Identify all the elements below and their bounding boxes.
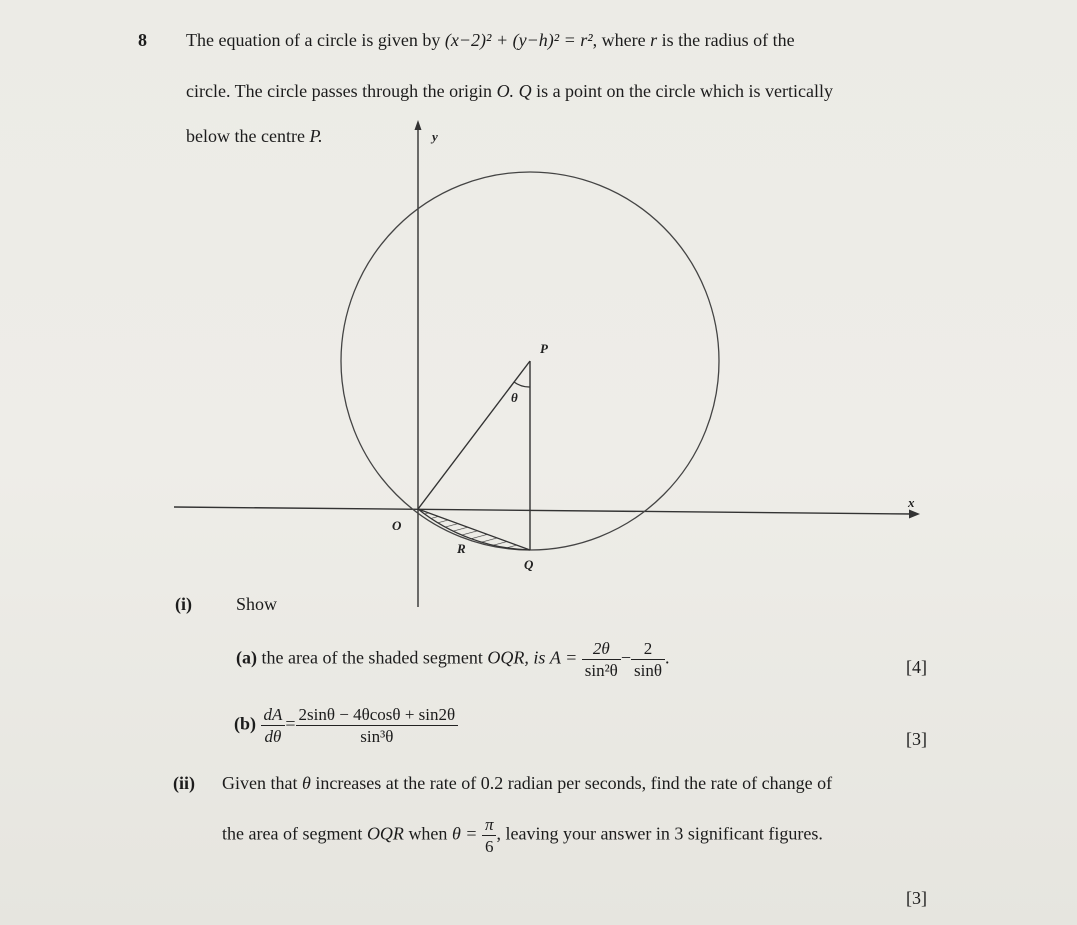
part-ii-text-c: the area of segment bbox=[222, 823, 363, 844]
pi-over-six-den: 6 bbox=[484, 837, 494, 856]
part-ii-line-2 bbox=[222, 816, 823, 855]
pi-over-six bbox=[482, 816, 497, 855]
intro-text-a: The equation of a circle is given by bbox=[186, 30, 441, 50]
point-r-label: R bbox=[457, 541, 466, 556]
y-axis-label: y bbox=[432, 129, 438, 144]
part-b-label: (b) bbox=[234, 713, 256, 734]
derivative-rhs bbox=[296, 706, 459, 745]
radius-OP bbox=[418, 361, 530, 509]
question-number: 8 bbox=[138, 30, 147, 50]
derivative-rhs-num: 2sinθ − 4θcosθ + sin2θ bbox=[296, 706, 459, 726]
area-fraction-2-num: 2 bbox=[631, 640, 665, 660]
x-axis bbox=[174, 507, 914, 514]
x-axis-label: x bbox=[908, 495, 915, 510]
area-fraction-2-den: sinθ bbox=[634, 661, 662, 680]
part-ii-text-d: when bbox=[408, 823, 448, 844]
part-b-marks: [3] bbox=[906, 729, 927, 749]
area-fraction-1 bbox=[582, 640, 621, 679]
part-ii-marks: [3] bbox=[906, 888, 927, 908]
part-ii-text-e: , leaving your answer in 3 significant figures. bbox=[496, 823, 823, 844]
part-a-text-b: , is bbox=[524, 647, 546, 668]
part-ii-lhs: θ = bbox=[451, 823, 478, 844]
derivative-rhs-den: sin³θ bbox=[360, 727, 394, 746]
angle-theta-label: θ bbox=[511, 390, 518, 405]
shaded-segment bbox=[418, 509, 530, 550]
part-i-text: Show bbox=[236, 594, 278, 614]
part-a-minus: − bbox=[620, 647, 631, 668]
part-ii-text-b: increases at the rate of 0.2 radian per seconds, find the rate of change of bbox=[315, 773, 833, 793]
part-a-marks: [4] bbox=[906, 657, 927, 677]
part-i-label: (i) bbox=[175, 594, 192, 614]
angle-arc bbox=[514, 382, 530, 387]
part-ii-theta: θ bbox=[301, 773, 311, 793]
intro-text-c: is the radius of the bbox=[661, 30, 795, 50]
part-a-text-a: the area of the shaded segment bbox=[261, 647, 483, 668]
y-axis-arrow bbox=[415, 120, 422, 130]
origin-point-label: O bbox=[392, 518, 402, 533]
line3-text-a: below the centre bbox=[186, 126, 305, 146]
derivative-lhs bbox=[261, 706, 286, 745]
derivative-lhs-num: dA bbox=[261, 706, 286, 726]
centre-label: P. bbox=[309, 126, 323, 146]
part-a-end: . bbox=[664, 647, 670, 668]
part-ii-label: (ii) bbox=[173, 773, 195, 793]
origin-label: O. bbox=[496, 81, 515, 101]
centre-point-label: P bbox=[540, 341, 548, 356]
line2-text-b: is a point on the circle which is vertically bbox=[536, 81, 833, 101]
part-a-line bbox=[236, 640, 669, 679]
intro-text-b: , where bbox=[592, 30, 646, 50]
x-axis-arrow bbox=[909, 510, 920, 519]
q-label: Q bbox=[518, 81, 532, 101]
part-ii-line-1 bbox=[222, 774, 832, 792]
area-fraction-2 bbox=[631, 640, 665, 679]
radius-symbol: r bbox=[650, 30, 658, 50]
part-b-line bbox=[234, 706, 458, 745]
circle-equation: (x−2)² + (y−h)² = r² bbox=[444, 30, 593, 50]
line2-text-a: circle. The circle passes through the origin bbox=[186, 81, 493, 101]
part-ii-text-a: Given that bbox=[222, 773, 298, 793]
part-a-lhs: A = bbox=[549, 647, 578, 668]
part-ii-segment: OQR bbox=[366, 823, 404, 844]
part-a-label: (a) bbox=[236, 647, 257, 668]
area-fraction-1-num: 2θ bbox=[582, 640, 621, 660]
part-b-equals: = bbox=[285, 713, 296, 734]
derivative-lhs-den: dθ bbox=[264, 727, 282, 746]
area-fraction-1-den: sin²θ bbox=[584, 661, 618, 680]
point-q-label: Q bbox=[524, 557, 534, 572]
pi-over-six-num: π bbox=[482, 816, 497, 836]
part-a-segment: OQR bbox=[487, 647, 525, 668]
